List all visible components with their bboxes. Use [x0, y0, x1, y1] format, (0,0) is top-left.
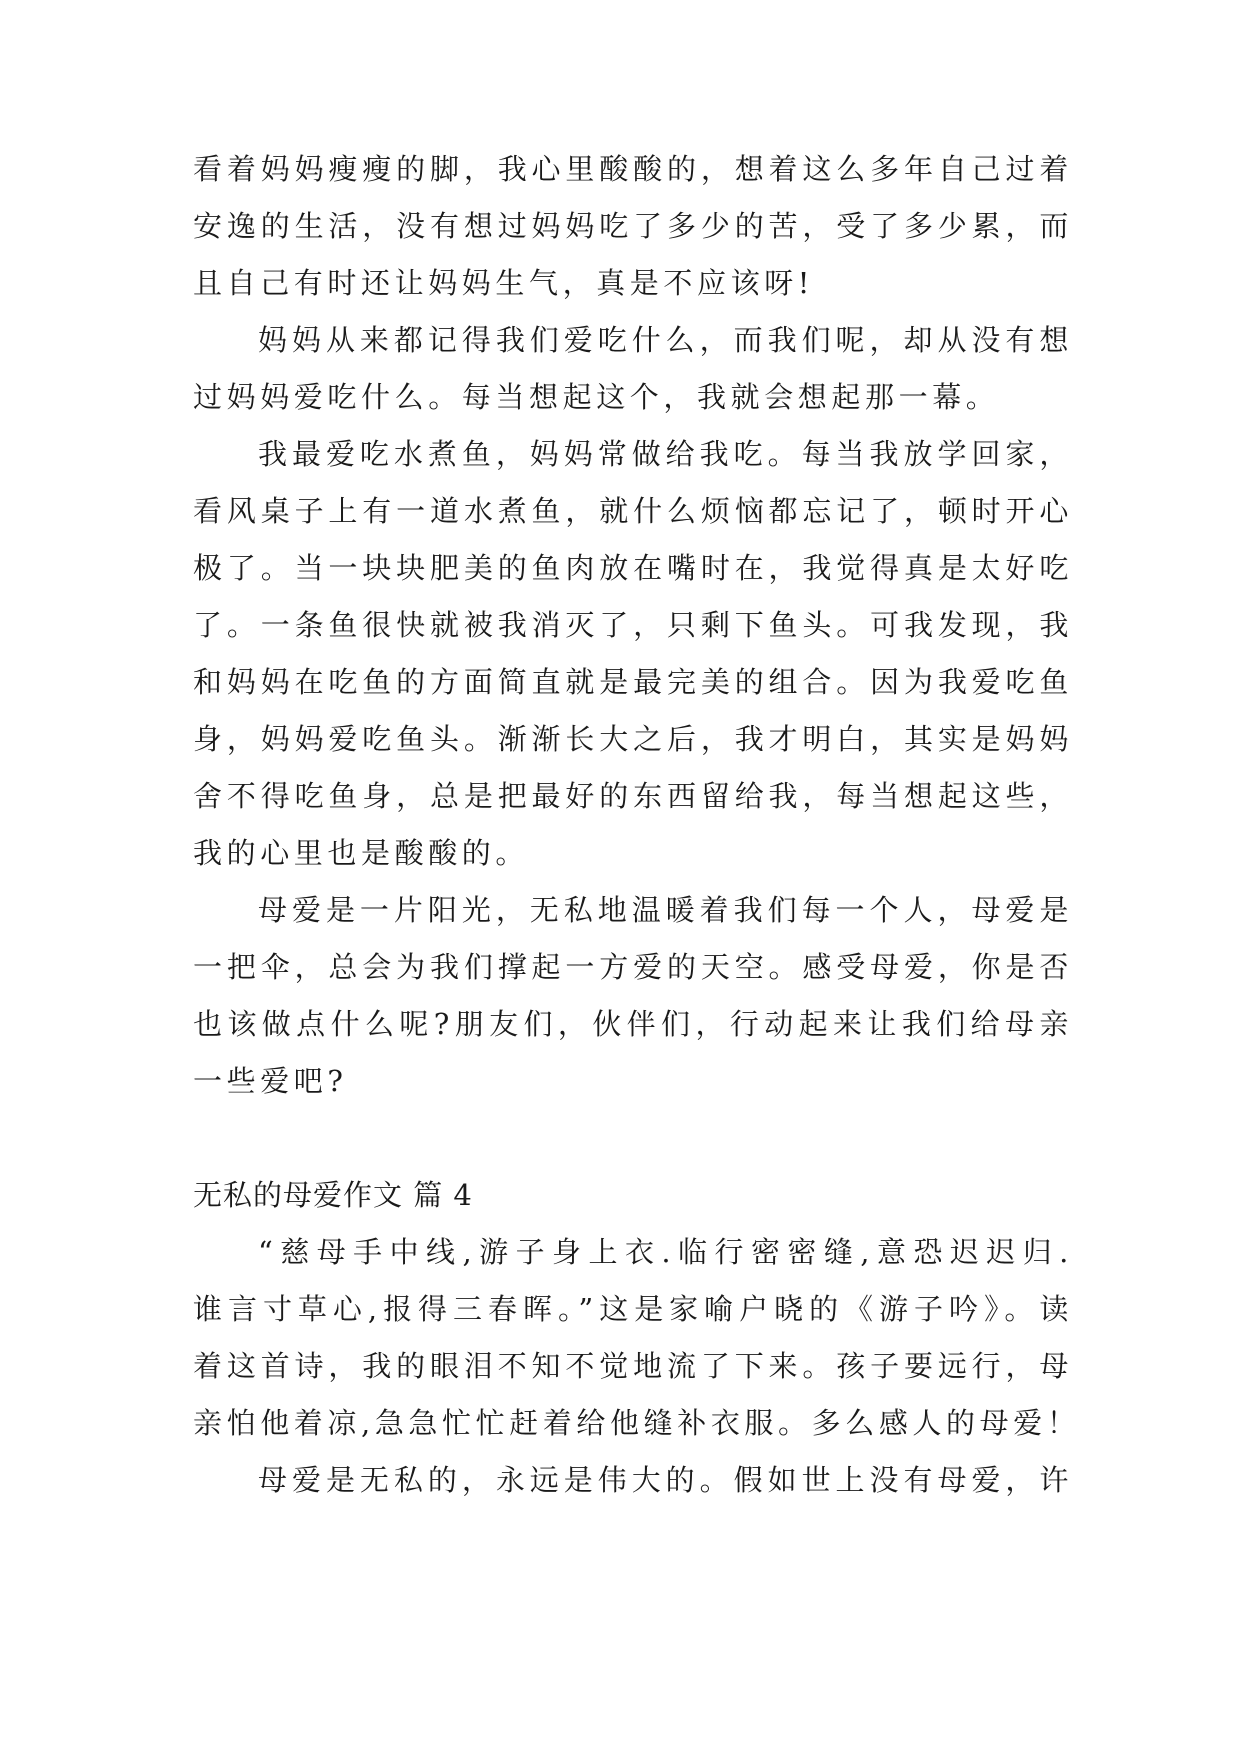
text-line: 看着妈妈瘦瘦的脚，我心里酸酸的，想着这么多年自己过着: [193, 152, 1073, 186]
text-line: 母爱是一片阳光，无私地温暖着我们每一个人，母爱是: [258, 893, 1073, 927]
text-line: 了。一条鱼很快就被我消灭了，只剩下鱼头。可我发现，我: [193, 608, 1073, 642]
text-line: 亲怕他着凉,急急忙忙赶着给他缝补衣服。多么感人的母爱！: [193, 1406, 1081, 1440]
section-heading: 无私的母爱作文 篇 4: [193, 1178, 473, 1212]
text-line: 安逸的生活，没有想过妈妈吃了多少的苦，受了多少累，而: [193, 209, 1073, 243]
text-line: 我的心里也是酸酸的。: [193, 836, 530, 870]
text-line: “慈母手中线,游子身上衣.临行密密缝,意恐迟迟归.: [258, 1235, 1073, 1269]
text-line: 我最爱吃水煮鱼，妈妈常做给我吃。每当我放学回家，: [258, 437, 1073, 471]
text-line: 母爱是无私的，永远是伟大的。假如世上没有母爱，许: [258, 1463, 1073, 1497]
text-line: 妈妈从来都记得我们爱吃什么，而我们呢，却从没有想: [258, 323, 1073, 357]
text-line: 舍不得吃鱼身，总是把最好的东西留给我，每当想起这些，: [193, 779, 1073, 813]
text-line: 极了。当一块块肥美的鱼肉放在嘴时在，我觉得真是太好吃: [193, 551, 1073, 585]
text-line: 一把伞，总会为我们撑起一方爱的天空。感受母爱，你是否: [193, 950, 1073, 984]
text-line: 看风桌子上有一道水煮鱼，就什么烦恼都忘记了，顿时开心: [193, 494, 1073, 528]
text-line: 着这首诗，我的眼泪不知不觉地流了下来。孩子要远行，母: [193, 1349, 1073, 1383]
text-line: 也该做点什么呢?朋友们，伙伴们，行动起来让我们给母亲: [193, 1007, 1073, 1041]
text-line: 且自己有时还让妈妈生气，真是不应该呀!: [193, 266, 815, 300]
text-line: 一些爱吧?: [193, 1064, 348, 1098]
text-line: 身，妈妈爱吃鱼头。渐渐长大之后，我才明白，其实是妈妈: [193, 722, 1073, 756]
text-line: 过妈妈爱吃什么。每当想起这个，我就会想起那一幕。: [193, 380, 1000, 414]
text-line: 和妈妈在吃鱼的方面简直就是最完美的组合。因为我爱吃鱼: [193, 665, 1073, 699]
text-line: 谁言寸草心,报得三春晖。”这是家喻户晓的《游子吟》。读: [193, 1292, 1073, 1326]
